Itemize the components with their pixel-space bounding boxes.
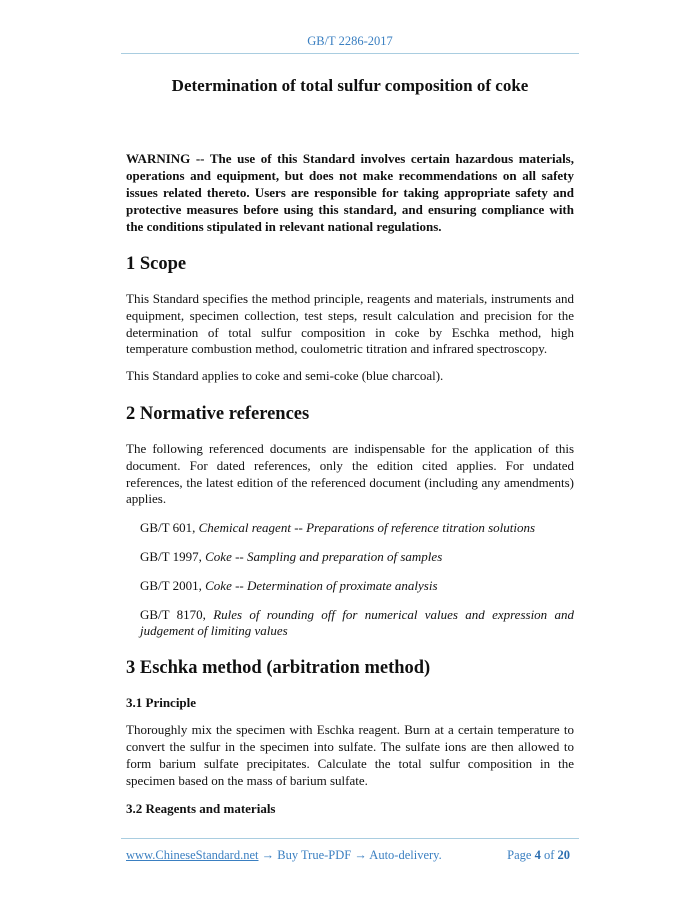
reference-title: Rules of rounding off for numerical values and expression and judgement of limiting values — [140, 606, 574, 639]
page-indicator — [507, 848, 570, 863]
footer-tagline: → Buy True-PDF → Auto-delivery. — [258, 848, 442, 862]
subsection-heading-principle: 3.1 Principle — [126, 695, 197, 711]
page-label: Page — [507, 848, 535, 862]
normative-paragraph: The following referenced documents are indispensable for the application of this document. For dated references, only the edition cited applies. For undated references, the latest edition of the referenced document (including any amendments) applies. — [126, 440, 574, 507]
reference-title: Coke -- Sampling and preparation of samples — [205, 548, 443, 564]
page-of-label: of — [540, 848, 558, 862]
document-body — [126, 150, 574, 817]
warning-paragraph: WARNING -- The use of this Standard involves certain hazardous materials, operations and equipment, but does not make recommendations on all safety issues related thereto. Users are responsible for taking appropriate safety and protective measures before using this standard, and ensuring compliance with the conditions stipulated in relevant national regulations. — [126, 151, 574, 234]
reference-item — [140, 549, 574, 566]
page-current: 4 — [534, 848, 541, 862]
header-doc-code: GB/T 2286-2017 — [307, 34, 393, 48]
principle-paragraph: Thoroughly mix the specimen with Eschka reagent. Burn at a certain temperature to convert the sulfur in the specimen into sulfate. The sulfate ions are then allowed to form barium sulfate precipitates. Calculate the total sulfur composition in the specimen based on the mass of barium sulfate. — [126, 722, 574, 788]
reference-item — [140, 607, 574, 641]
section-heading-normative: 2 Normative references — [126, 403, 310, 424]
section-heading-eschka: 3 Eschka method (arbitration method) — [126, 658, 431, 679]
section-heading-scope: 1 Scope — [126, 254, 187, 274]
footer — [126, 848, 574, 863]
website-link[interactable]: www.ChineseStandard.net — [126, 848, 259, 862]
scope-paragraph-1: This Standard specifies the method principle, reagents and materials, instruments and equipment, specimen collection, test steps, result calculation and precision for the determination of total sulfur composition in coke by Eschka method, high temperature combustion method, coulometric titration and infrared spectroscopy. — [126, 291, 574, 357]
scope-paragraph-2: This Standard applies to coke and semi-coke (blue charcoal). — [126, 368, 444, 384]
reference-code: GB/T 2001, — [140, 577, 206, 593]
footer-rule — [121, 838, 579, 839]
reference-title: Coke -- Determination of proximate analysis — [205, 577, 438, 593]
document-title: Determination of total sulfur composition of coke — [171, 76, 529, 95]
reference-item — [140, 520, 574, 537]
reference-code: GB/T 1997, — [140, 548, 206, 564]
reference-item — [140, 578, 574, 595]
subsection-heading-reagents: 3.2 Reagents and materials — [126, 801, 276, 817]
reference-code: GB/T 8170, — [140, 606, 214, 622]
reference-code: GB/T 601, — [140, 520, 199, 536]
header-rule — [121, 53, 579, 54]
reference-title: Chemical reagent -- Preparations of reference titration solutions — [198, 520, 536, 536]
page-total: 20 — [557, 848, 570, 862]
